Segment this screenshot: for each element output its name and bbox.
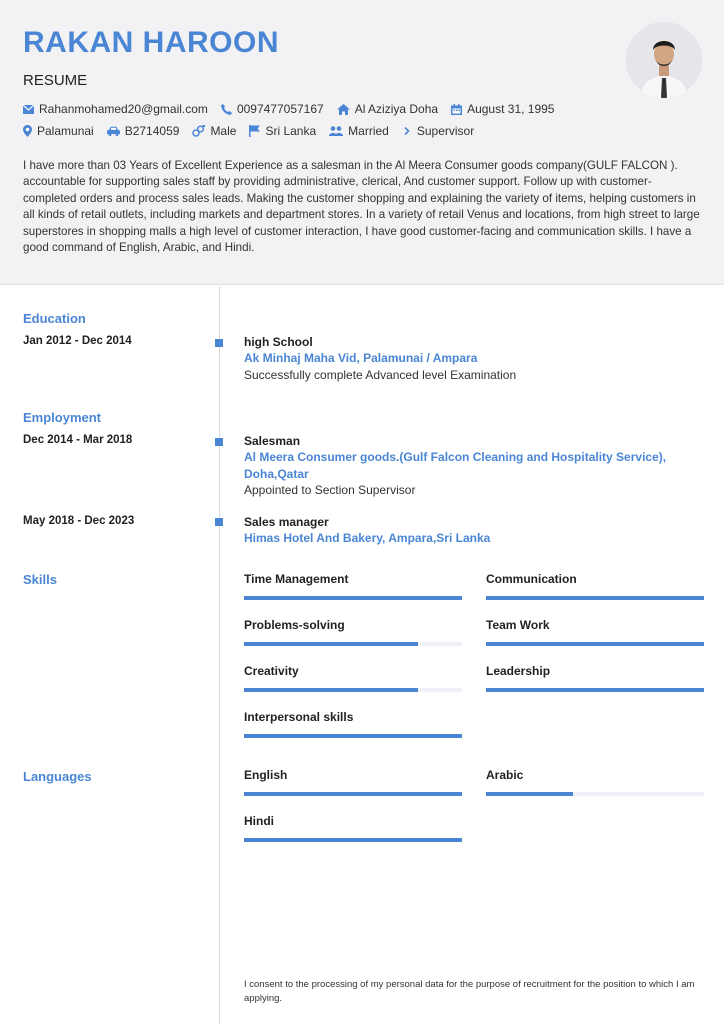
skill-label: Interpersonal skills xyxy=(244,710,354,724)
skill-label: Team Work xyxy=(486,618,550,632)
contact-license xyxy=(107,124,180,138)
contact-nationality xyxy=(249,124,316,138)
skill-label: Time Management xyxy=(244,572,349,586)
document-subtitle: RESUME xyxy=(23,72,88,89)
contact-birthdate-text: August 31, 1995 xyxy=(467,102,555,116)
envelope-icon xyxy=(23,105,34,114)
profile-summary: I have more than 03 Years of Excellent Experience as a salesman in the Al Meera Consumer goods company(GULF FALCON ). accountable for supporting sales staff by providing administrative, clerical, And customer support. Follow up with customer-completed orders and process sales leads. Making the customer shopping and explaining the variety of items, helping customers in all kinds of retail outlets, including markets and department stores. In a variety of retail Venus and locations, from high street to large superstores in shopping malls a high level of customer interaction, I have good customer-facing and communication skills. I have a good command of English, Arabic, and Hindi. xyxy=(23,159,700,255)
contact-city-text: Palamunai xyxy=(37,124,94,138)
skill-bar-track xyxy=(486,596,704,600)
skill-bar-fill xyxy=(244,642,418,646)
employer: Himas Hotel And Bakery, Ampara,Sri Lanka xyxy=(244,531,491,545)
profile-photo xyxy=(626,22,702,98)
contact-license-text: B2714059 xyxy=(124,124,180,138)
skill-bar-track xyxy=(244,596,462,600)
skill-bar-track xyxy=(244,734,462,738)
gender-icon xyxy=(192,125,205,137)
contact-position-text: Supervisor xyxy=(416,124,475,138)
contact-row-1 xyxy=(23,102,567,116)
skill-bar-track xyxy=(244,642,462,646)
job-title: Salesman xyxy=(244,434,301,448)
skill-bar-fill xyxy=(244,596,462,600)
contact-city xyxy=(23,124,94,138)
phone-icon xyxy=(221,104,232,115)
skill-item xyxy=(244,664,462,692)
language-bar-track xyxy=(244,838,462,842)
car-icon xyxy=(107,126,120,136)
education-section-title: Education xyxy=(23,311,86,326)
timeline-dot xyxy=(215,339,223,347)
language-bar-fill xyxy=(244,792,462,796)
calendar-icon xyxy=(451,104,462,115)
skill-label: Communication xyxy=(486,572,577,586)
language-item xyxy=(244,814,462,842)
language-label: Hindi xyxy=(244,814,274,828)
education-entry xyxy=(244,334,704,384)
employment-section-title: Employment xyxy=(23,410,102,425)
home-icon xyxy=(337,104,350,115)
skill-bar-fill xyxy=(244,734,462,738)
skill-bar-track xyxy=(486,688,704,692)
language-bar-fill xyxy=(486,792,573,796)
contact-address xyxy=(337,102,438,116)
timeline-divider xyxy=(219,286,220,1024)
language-item xyxy=(244,768,462,796)
skill-bar-track xyxy=(244,688,462,692)
skill-bar-track xyxy=(486,642,704,646)
education-date: Jan 2012 - Dec 2014 xyxy=(23,335,132,347)
contact-phone xyxy=(221,102,324,116)
users-icon xyxy=(329,126,343,136)
contact-email xyxy=(23,102,208,116)
language-bar-track xyxy=(244,792,462,796)
education-description: Successfully complete Advanced level Examination xyxy=(244,367,517,382)
skill-item xyxy=(486,664,704,692)
language-bar-fill xyxy=(244,838,462,842)
employment-date-2: May 2018 - Dec 2023 xyxy=(23,515,135,527)
contact-row-2 xyxy=(23,124,487,138)
language-label: English xyxy=(244,768,288,782)
employment-entry-1 xyxy=(244,433,704,499)
skill-label: Leadership xyxy=(486,664,551,678)
employer: Al Meera Consumer goods.(Gulf Falcon Cleaning and Hospitality Service), Doha,Qatar xyxy=(244,450,667,481)
language-label: Arabic xyxy=(486,768,524,782)
resume-header xyxy=(0,0,724,285)
chevron-right-icon xyxy=(402,126,412,136)
job-description: Appointed to Section Supervisor xyxy=(244,483,416,497)
skill-bar-fill xyxy=(486,596,704,600)
skill-bar-fill xyxy=(486,642,704,646)
skill-item xyxy=(244,710,462,738)
skill-label: Problems-solving xyxy=(244,618,345,632)
skill-item xyxy=(486,572,704,600)
skill-bar-fill xyxy=(486,688,704,692)
contact-gender-text: Male xyxy=(210,124,237,138)
skill-bar-fill xyxy=(244,688,418,692)
contact-phone-text: 0097477057167 xyxy=(236,102,324,116)
education-school: Ak Minhaj Maha Vid, Palamunai / Ampara xyxy=(244,351,478,365)
contact-email-text: Rahanmohamed20@gmail.com xyxy=(39,102,208,116)
contact-marital-status xyxy=(329,124,389,138)
timeline-dot xyxy=(215,518,223,526)
timeline-dot xyxy=(215,438,223,446)
employment-entry-2 xyxy=(244,514,704,547)
candidate-name: RAKAN HAROON xyxy=(23,26,279,59)
contact-address-text: Al Aziziya Doha xyxy=(354,102,439,116)
flag-icon xyxy=(249,125,260,137)
contact-marital-status-text: Married xyxy=(348,124,389,138)
contact-gender xyxy=(192,124,236,138)
employment-date-1: Dec 2014 - Mar 2018 xyxy=(23,434,133,446)
education-degree: high School xyxy=(244,335,313,349)
language-bar-track xyxy=(486,792,704,796)
skill-item xyxy=(486,618,704,646)
skills-section-title: Skills xyxy=(23,572,57,587)
avatar xyxy=(626,22,702,98)
skill-item xyxy=(244,572,462,600)
skill-label: Creativity xyxy=(244,664,299,678)
job-title: Sales manager xyxy=(244,515,329,529)
consent-statement: I consent to the processing of my personal data for the purpose of recruitment for the position to which I am applying. xyxy=(244,979,695,1004)
contact-birthdate xyxy=(451,102,554,116)
contact-position xyxy=(402,124,474,138)
language-item xyxy=(486,768,704,796)
languages-section-title: Languages xyxy=(23,769,92,784)
map-pin-icon xyxy=(23,125,32,137)
skill-item xyxy=(244,618,462,646)
contact-nationality-text: Sri Lanka xyxy=(265,124,317,138)
